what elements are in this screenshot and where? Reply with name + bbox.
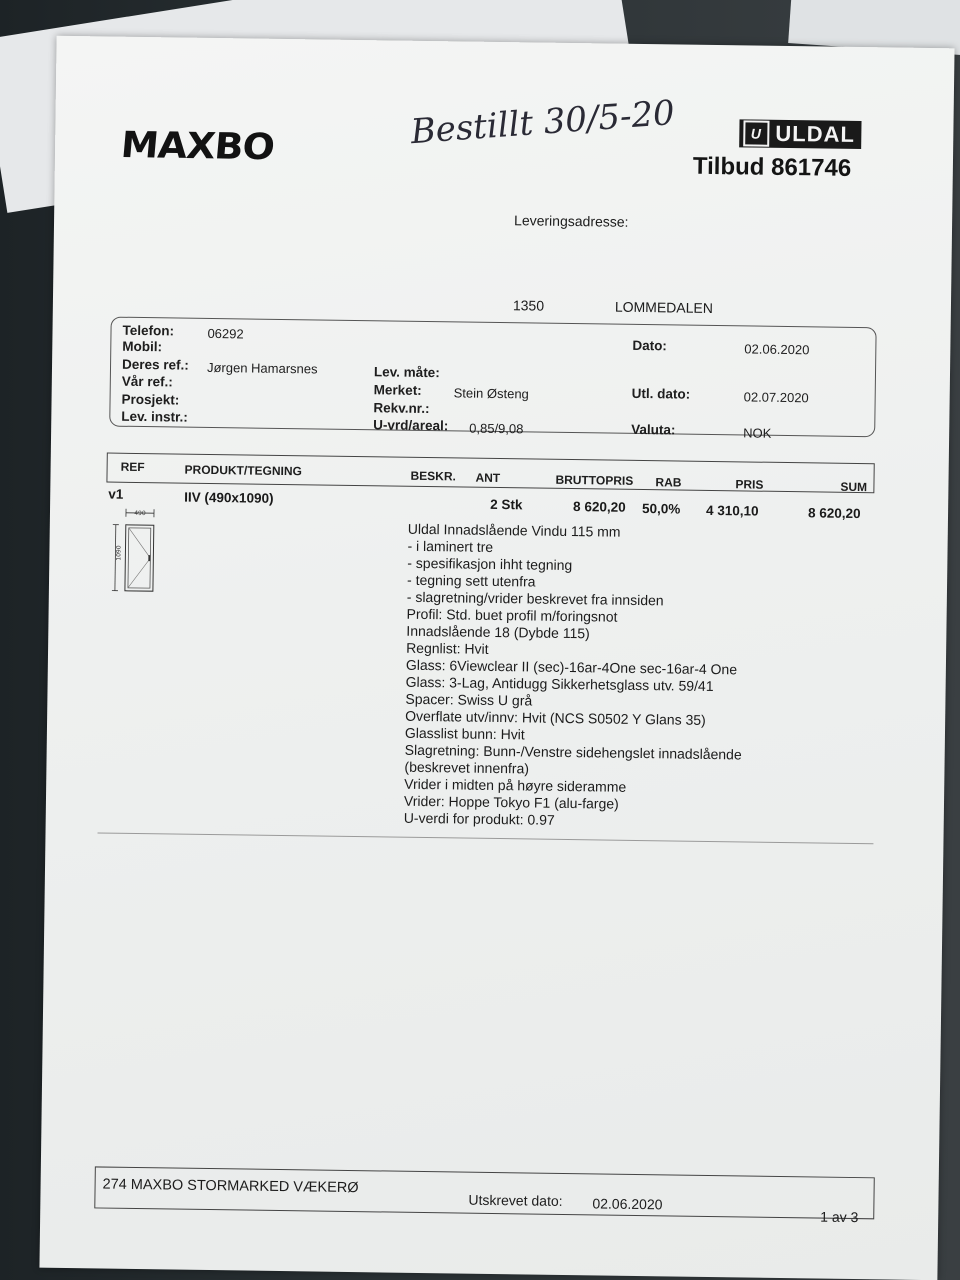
description-line: U-verdi for produkt: 0.97 (403, 809, 555, 828)
uldal-logo (739, 119, 861, 149)
description-line: Regnlist: Hvit (406, 639, 489, 657)
row-produkt: IIV (490x1090) (184, 489, 274, 506)
dato-label: Dato: (632, 337, 667, 354)
footer-printed-date: 02.06.2020 (592, 1195, 663, 1213)
uvrd-value: 0,85/9,08 (469, 420, 524, 437)
description-line: Uldal Innadslående Vindu 115 mm (407, 520, 621, 540)
valuta-value: NOK (743, 425, 772, 441)
deres-ref-value: Jørgen Hamarsnes (206, 359, 318, 377)
footer-printed-label: Utskrevet dato: (468, 1191, 563, 1209)
description-line: Innadslående 18 (Dybde 115) (406, 622, 590, 642)
col-header-ref: REF (120, 459, 145, 475)
telefon-label: Telefon: (122, 322, 175, 339)
merket-value: Stein Østeng (453, 385, 529, 402)
maxbo-logo: MAXBO (119, 123, 276, 168)
description-line: Slagretning: Bunn-/Venstre sidehengslet innadslående (404, 741, 742, 763)
window-drawing (111, 507, 165, 618)
description-line: - i laminert tre (407, 537, 494, 555)
footer-store: 274 MAXBO STORMARKED VÆKERØ (102, 1176, 359, 1197)
row-ant: 2 Stk (490, 496, 523, 513)
lev-mate-label: Lev. måte: (373, 364, 440, 381)
description-line: - slagretning/vrider beskrevet fra innsiden (406, 588, 664, 609)
col-header-bruttopris: BRUTTOPRIS (555, 472, 634, 488)
description-line: Glass: 3-Lag, Antidugg Sikkerhetsglass utv. 59/41 (405, 673, 714, 695)
lev-instr-label: Lev. instr.: (121, 408, 188, 425)
col-header-ant: ANT (475, 470, 501, 486)
offer-title: Tilbud 861746 (692, 152, 852, 182)
drawing-height-label: 1090 (115, 545, 123, 561)
handwritten-note: Bestillt 30/5-20 (409, 92, 677, 153)
description-line: - spesifikasjon ihht tegning (407, 554, 573, 574)
rekv-label: Rekv.nr.: (373, 400, 430, 417)
description-line: Profil: Std. buet profil m/foringsnot (406, 605, 618, 625)
delivery-postal-code: 1350 (512, 297, 545, 314)
col-header-pris: PRIS (735, 477, 764, 492)
row-sum: 8 620,20 (807, 505, 861, 522)
description-line: Glass: 6Viewclear II (sec)-16ar-4One sec-16ar-4 One (405, 656, 738, 678)
description-line: Vrider: Hoppe Tokyo F1 (alu-farge) (403, 792, 619, 812)
row-ref: v1 (108, 486, 124, 502)
offer-document (39, 36, 954, 1280)
drawing-width-label: 490 (134, 509, 146, 518)
col-header-rab: RAB (655, 475, 682, 490)
description-line: Vrider i midten på høyre sideramme (404, 775, 627, 795)
var-ref-label: Vår ref.: (121, 373, 173, 390)
dato-value: 02.06.2020 (744, 341, 810, 358)
description-line: Spacer: Swiss U grå (405, 690, 533, 709)
uldal-logo-mark: U (743, 120, 769, 146)
delivery-address-label: Leveringsadresse: (514, 212, 629, 230)
deres-ref-label: Deres ref.: (121, 356, 189, 373)
description-line: Overflate utv/innv: Hvit (NCS S0502 Y Glans 35) (405, 707, 706, 728)
valuta-label: Valuta: (631, 421, 676, 438)
merket-label: Merket: (373, 382, 422, 398)
row-pris: 4 310,10 (705, 502, 759, 519)
row-separator (98, 832, 874, 844)
col-header-beskr: BESKR. (410, 468, 456, 484)
footer-page-number: 1 av 3 (820, 1208, 859, 1226)
row-rab: 50,0% (641, 501, 681, 517)
telefon-value: 06292 (207, 325, 244, 342)
prosjekt-label: Prosjekt: (121, 391, 180, 408)
uldal-logo-text: ULDAL (775, 120, 856, 147)
col-header-produkt: PRODUKT/TEGNING (184, 462, 303, 479)
uvrd-label: U-vrd/areal: (373, 417, 449, 434)
description-line: (beskrevet innenfra) (404, 758, 530, 777)
row-bruttopris: 8 620,20 (573, 499, 626, 515)
delivery-city: LOMMEDALEN (614, 298, 714, 316)
col-header-sum: SUM (840, 479, 868, 495)
utl-dato-label: Utl. dato: (631, 385, 691, 402)
utl-dato-value: 02.07.2020 (743, 389, 809, 406)
description-line: Glasslist bunn: Hvit (404, 724, 525, 743)
product-description (404, 521, 745, 832)
description-line: - tegning sett utenfra (406, 571, 536, 590)
mobil-label: Mobil: (122, 338, 163, 355)
